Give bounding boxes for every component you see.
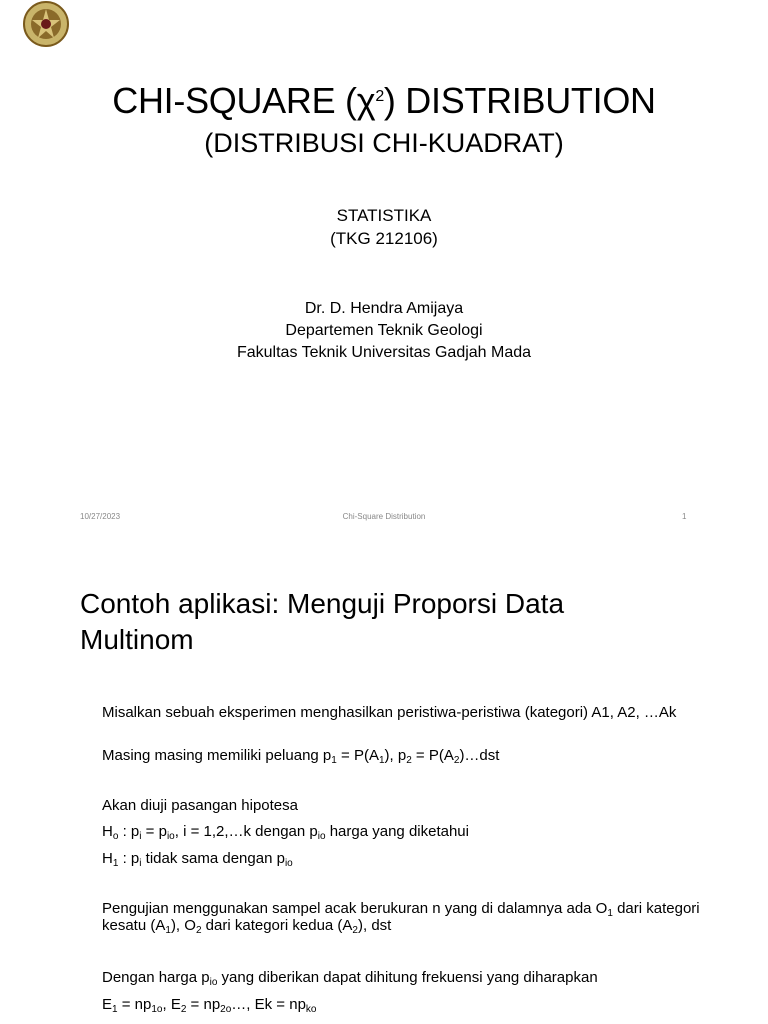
footer-title: Chi-Square Distribution (342, 512, 426, 521)
paragraph-categories: Misalkan sebuah eksperimen menghasilkan peristiwa-peristiwa (kategori) A1, A2, …Ak (102, 704, 677, 721)
course-code: (TKG 212106) (330, 229, 438, 248)
slide-subtitle: (DISTRIBUSI CHI-KUADRAT) (204, 128, 564, 158)
slide-title: CHI-SQUARE $(\chi^2)$ DISTRIBUTION (112, 80, 656, 121)
course-info (0, 204, 768, 250)
hypothesis-h0: $H_o$ : $p_i = p_{io}$, i = 1,2,…k dengan $p_{io}$ harga yang diketahui (102, 823, 469, 842)
author-faculty: Fakultas Teknik Universitas Gadjah Mada (236, 344, 532, 361)
paragraph-probabilities: Masing masing memiliki peluang $p_1 = P(A_1)$, $p_2$ = $P(A_2)\dots dst$ (102, 747, 500, 766)
formula-expected: $E_1 = np_{1o}$, $E_2$ = $np_{2o}\dots$, $Ek = np_{ko}$ (102, 996, 317, 1015)
slide-heading: Contoh aplikasi: Menguji Proporsi Data Multinom (80, 588, 565, 655)
slide-separator (0, 540, 768, 560)
university-seal-icon (22, 0, 70, 48)
author-department: Departemen Teknik Geologi (285, 322, 483, 339)
content-slide (0, 560, 768, 1024)
hypothesis-h1: $H_1$ : $p_i$ tidak sama dengan $p_{io}$ (102, 850, 293, 869)
paragraph-sampling: Pengujian menggunakan sampel acak berukuran n yang di dalamnya ada $O_1$ dari kategori kesatu $(A_1)$, $O_2$ dari kategori kedua $(A_2)$, dst (102, 900, 700, 936)
author-name: Dr. D. Hendra Amijaya (304, 300, 464, 317)
course-name: STATISTIKA (336, 206, 432, 225)
footer-date: 10/27/2023 (80, 512, 121, 521)
author-info (0, 298, 768, 364)
paragraph-hypothesis-intro: Akan diuji pasangan hipotesa (102, 797, 298, 814)
footer-page-number: 1 (682, 512, 687, 521)
paragraph-expected-frequency: Dengan harga $p_{io}$ yang diberikan dapat dihitung frekuensi yang diharapkan (102, 969, 598, 988)
